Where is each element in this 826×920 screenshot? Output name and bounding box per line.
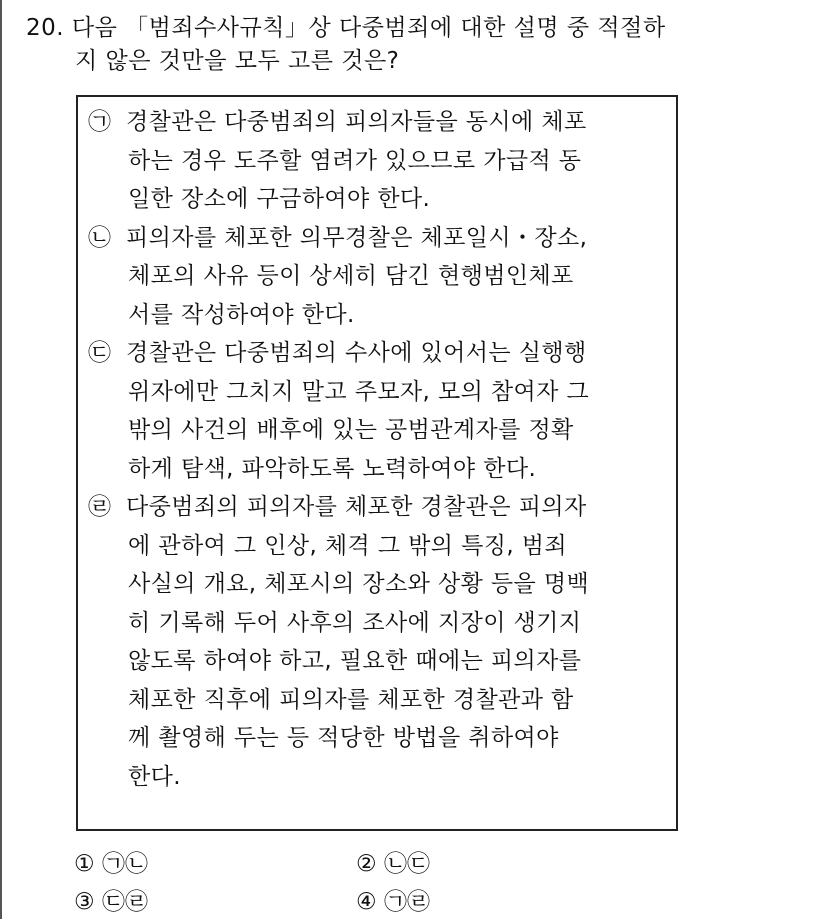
statement-line: 체포한 직후에 피의자를 체포한 경찰관과 함: [128, 686, 574, 713]
option-number: ②: [356, 851, 377, 877]
question-stem: [26, 12, 806, 78]
statement-line: 사실의 개요, 체포시의 장소와 상황 등을 명백: [128, 571, 590, 597]
statement-line: [88, 219, 673, 258]
option-text: ㉡㉢: [383, 851, 430, 877]
statement-line: 밖의 사건의 배후에 있는 공범관계자를 정확: [128, 417, 574, 443]
statement-text: 피의자를 체포한 의무경찰은 체포일시・장소,: [126, 224, 588, 251]
statement-marker: ㉣: [88, 494, 112, 520]
statement-line: 서를 작성하여야 한다.: [128, 301, 355, 328]
statement-text: 경찰관은 다중범죄의 수사에 있어서는 실행행: [126, 340, 587, 366]
statement-line: 않도록 하여야 하고, 필요한 때에는 피의자를: [128, 648, 582, 674]
statement-line: 하는 경우 도주할 염려가 있으므로 가급적 동: [128, 147, 582, 174]
statement-line: [88, 488, 673, 527]
statement-line: 에 관하여 그 인상, 체격 그 밖의 특징, 범죄: [128, 532, 567, 559]
statement-line: 한다.: [128, 763, 181, 790]
answer-option-4[interactable]: [356, 884, 430, 920]
statement-text: 경찰관은 다중범죄의 피의자들을 동시에 체포: [126, 109, 587, 135]
answer-option-1[interactable]: [74, 846, 148, 882]
statement-line: [88, 103, 673, 142]
question-line-2: 지 않은 것만을 모두 고른 것은?: [75, 48, 400, 74]
statement-item-1: [88, 103, 673, 219]
statement-marker: ㉡: [88, 224, 112, 251]
answer-option-2[interactable]: [356, 846, 430, 882]
option-text: ㉢㉣: [101, 889, 148, 915]
statement-line: 께 촬영해 두는 등 적당한 방법을 취하여야: [128, 725, 559, 751]
statement-marker: ㉢: [88, 340, 112, 366]
option-text: ㉠㉡: [101, 851, 148, 877]
statement-list: [88, 103, 673, 796]
statement-item-4: [88, 488, 673, 796]
statement-line: 체포의 사유 등이 상세히 담긴 현행범인체포: [128, 263, 574, 289]
option-number: ③: [74, 889, 95, 915]
statement-marker: ㉠: [88, 109, 112, 135]
statement-item-3: [88, 334, 673, 488]
statement-box: [76, 95, 678, 831]
statement-line: [88, 334, 673, 373]
option-number: ①: [74, 851, 95, 877]
statement-line: 히 기록해 두어 사후의 조사에 지장이 생기지: [128, 609, 582, 636]
option-number: ④: [356, 889, 377, 915]
statement-line: 하게 탐색, 파악하도록 노력하여야 한다.: [128, 455, 537, 482]
statement-line: 위자에만 그치지 말고 주모자, 모의 참여자 그: [128, 378, 590, 405]
statement-item-2: [88, 219, 673, 335]
statement-text: 다중범죄의 피의자를 체포한 경찰관은 피의자: [126, 494, 587, 520]
statement-line: 일한 장소에 구금하여야 한다.: [128, 186, 431, 212]
question-line-1: 20. 다음 「범죄수사규칙」상 다중범죄에 대한 설명 중 적절하: [26, 15, 666, 41]
option-text: ㉠㉣: [383, 889, 430, 915]
answer-option-3[interactable]: [74, 884, 148, 920]
